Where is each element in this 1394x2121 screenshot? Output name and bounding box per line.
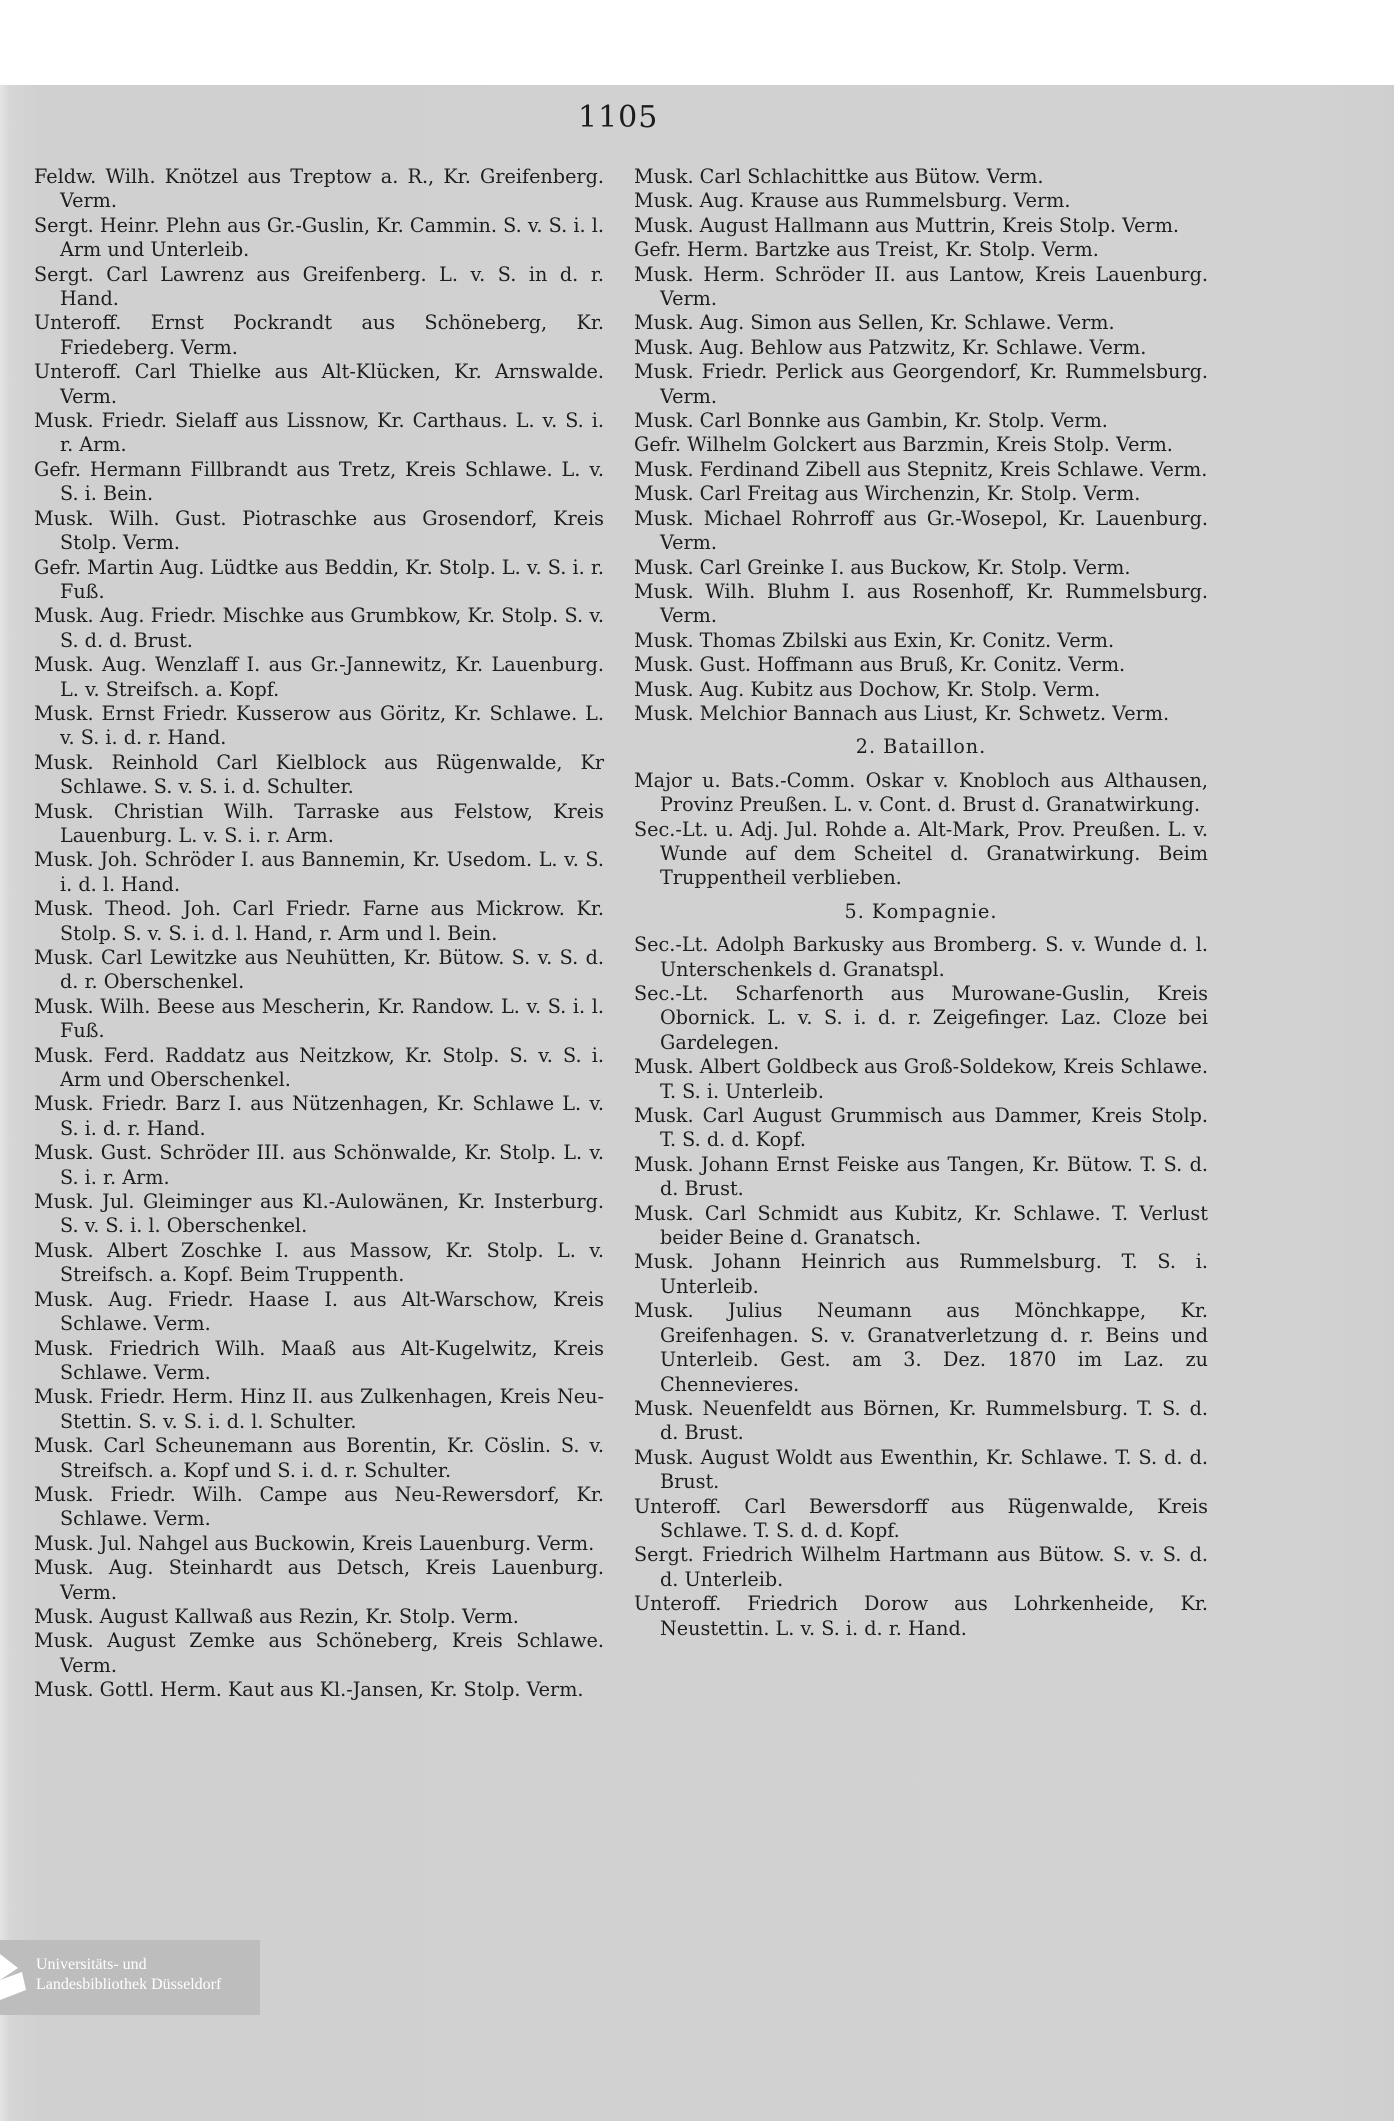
- casualty-entry: Musk. Albert Zoschke I. aus Massow, Kr. Stolp. L. v. Streifsch. a. Kopf. Beim Truppenth.: [34, 1238, 604, 1287]
- casualty-entry: Musk. Friedr. Herm. Hinz II. aus Zulkenhagen, Kreis Neu-Stettin. S. v. S. i. d. l. Schulter.: [34, 1385, 604, 1433]
- casualty-entry: Musk. Wilh. Gust. Piotraschke aus Grosendorf, Kreis Stolp. Verm.: [34, 506, 604, 555]
- casualty-entry: Musk. Friedr. Barz I. aus Nützenhagen, Kr. Schlawe L. v. S. i. d. r. Hand.: [34, 1092, 604, 1140]
- casualty-entry: Gefr. Herm. Bartzke aus Treist, Kr. Stolp. Verm.: [634, 238, 1099, 262]
- casualty-entry: Musk. Wilh. Bluhm I. aus Rosenhoff, Kr. Rummelsburg. Verm.: [634, 579, 1208, 628]
- casualty-entry: Musk. Friedr. Sielaff aus Lissnow, Kr. Carthaus. L. v. S. i. r. Arm.: [34, 409, 604, 457]
- page-top-margin: [0, 0, 1394, 85]
- casualty-entry: Sergt. Heinr. Plehn aus Gr.-Guslin, Kr. Cammin. S. v. S. i. l. Arm und Unterleib.: [34, 213, 604, 262]
- casualty-entry: Musk. Carl August Grummisch aus Dammer, Kreis Stolp. T. S. d. d. Kopf.: [634, 1104, 1208, 1152]
- casualty-entry: Musk. Neuenfeldt aus Börnen, Kr. Rummelsburg. T. S. d. d. Brust.: [634, 1396, 1208, 1445]
- casualty-entry: Sec.-Lt. Scharfenorth aus Murowane-Guslin, Kreis Obornick. L. v. S. i. d. r. Zeigefinger. Laz. Cloze bei Gardelegen.: [634, 982, 1208, 1054]
- casualty-entry: Musk. Carl Freitag aus Wirchenzin, Kr. Stolp. Verm.: [634, 482, 1141, 506]
- casualty-entry: Musk. Gottl. Herm. Kaut aus Kl.-Jansen, Kr. Stolp. Verm.: [34, 1678, 584, 1702]
- casualty-entry: Musk. Aug. Friedr. Haase I. aus Alt-Warschow, Kreis Schlawe. Verm.: [34, 1287, 604, 1336]
- casualty-entry: Musk. Herm. Schröder II. aus Lantow, Kreis Lauenburg. Verm.: [634, 262, 1208, 311]
- casualty-entry: Musk. Aug. Friedr. Mischke aus Grumbkow, Kr. Stolp. S. v. S. d. d. Brust.: [34, 604, 604, 652]
- casualty-entry: Musk. Carl Schlachittke aus Bütow. Verm.: [634, 165, 1044, 188]
- casualty-entry: Musk. Carl Greinke I. aus Buckow, Kr. Stolp. Verm.: [634, 555, 1131, 579]
- casualty-entry: Musk. Aug. Wenzlaff I. aus Gr.-Jannewitz, Kr. Lauenburg. L. v. Streifsch. a. Kopf.: [34, 653, 604, 701]
- casualty-entry: Musk. Jul. Gleiminger aus Kl.-Aulowänen, Kr. Insterburg. S. v. S. i. l. Oberschenkel.: [34, 1190, 604, 1238]
- ulb-logo-icon: [0, 1950, 30, 2002]
- casualty-entry: Musk. Carl Bonnke aus Gambin, Kr. Stolp. Verm.: [634, 409, 1108, 433]
- casualty-entry: Major u. Bats.-Comm. Oskar v. Knobloch aus Althausen, Provinz Preußen. L. v. Cont. d. Brust d. Granatwirkung.: [634, 768, 1208, 817]
- casualty-entry: Musk. Carl Lewitzke aus Neuhütten, Kr. Bütow. S. v. S. d. d. r. Oberschenkel.: [34, 946, 604, 994]
- casualty-entry: Musk. Reinhold Carl Kielblock aus Rügenwalde, Kr Schlawe. S. v. S. i. d. Schulter.: [34, 750, 604, 799]
- casualty-entry: Musk. Ernst Friedr. Kusserow aus Göritz, Kr. Schlawe. L. v. S. i. d. r. Hand.: [34, 701, 604, 750]
- casualty-entry: Musk. Gust. Schröder III. aus Schönwalde, Kr. Stolp. L. v. S. i. r. Arm.: [34, 1141, 604, 1189]
- casualty-entry: Musk. August Kallwaß aus Rezin, Kr. Stolp. Verm.: [34, 1604, 519, 1628]
- page-number: 1105: [578, 100, 659, 135]
- casualty-entry: Unteroff. Carl Bewersdorff aus Rügenwalde, Kreis Schlawe. T. S. d. d. Kopf.: [634, 1494, 1208, 1542]
- casualty-entry: Sec.-Lt. u. Adj. Jul. Rohde a. Alt-Mark, Prov. Preußen. L. v. Wunde auf dem Scheitel d. Granatwirkung. Beim Truppentheil verblieben.: [634, 817, 1208, 890]
- casualty-entry: Musk. Carl Schmidt aus Kubitz, Kr. Schlawe. T. Verlust beider Beine d. Granatsch.: [634, 1201, 1208, 1250]
- casualty-entry: Musk. Friedrich Wilh. Maaß aus Alt-Kugelwitz, Kreis Schlawe. Verm.: [34, 1336, 604, 1384]
- casualty-entry: Sergt. Carl Lawrenz aus Greifenberg. L. v. S. in d. r. Hand.: [34, 262, 604, 311]
- casualty-entry: Musk. Aug. Simon aus Sellen, Kr. Schlawe. Verm.: [634, 311, 1115, 335]
- casualty-entry: Gefr. Hermann Fillbrandt aus Tretz, Kreis Schlawe. L. v. S. i. Bein.: [34, 457, 604, 506]
- casualty-entry: Musk. Friedr. Perlick aus Georgendorf, Kr. Rummelsburg. Verm.: [634, 360, 1208, 408]
- casualty-entry: Musk. Melchior Bannach aus Liust, Kr. Schwetz. Verm.: [634, 701, 1170, 725]
- casualty-entry: Musk. Ferdinand Zibell aus Stepnitz, Kreis Schlawe. Verm.: [634, 457, 1208, 481]
- casualty-entry: Musk. Aug. Steinhardt aus Detsch, Kreis Lauenburg. Verm.: [34, 1556, 604, 1604]
- casualty-entry: Musk. Thomas Zbilski aus Exin, Kr. Conitz. Verm.: [634, 628, 1115, 652]
- casualty-entry: Musk. Aug. Kubitz aus Dochow, Kr. Stolp. Verm.: [634, 677, 1101, 701]
- library-credit-line-1: Universitäts- und: [36, 1956, 147, 1973]
- casualty-entry: Musk. Aug. Krause aus Rummelsburg. Verm.: [634, 189, 1071, 213]
- library-credit: [36, 1955, 221, 1995]
- casualty-entry: Musk. Johann Ernst Feiske aus Tangen, Kr. Bütow. T. S. d. d. Brust.: [634, 1152, 1208, 1201]
- casualty-entry: Musk. Christian Wilh. Tarraske aus Felstow, Kreis Lauenburg. L. v. S. i. r. Arm.: [34, 799, 604, 847]
- casualty-entry: Musk. Friedr. Wilh. Campe aus Neu-Rewersdorf, Kr. Schlawe. Verm.: [34, 1482, 604, 1531]
- casualty-entry: Musk. Ferd. Raddatz aus Neitzkow, Kr. Stolp. S. v. S. i. Arm und Oberschenkel.: [34, 1043, 604, 1092]
- casualty-entry: Musk. Johann Heinrich aus Rummelsburg. T. S. i. Unterleib.: [634, 1250, 1208, 1298]
- casualty-entry: Unteroff. Ernst Pockrandt aus Schöneberg, Kr. Friedeberg. Verm.: [34, 311, 604, 359]
- casualty-entry: Musk. Jul. Nahgel aus Buckowin, Kreis Lauenburg. Verm.: [34, 1531, 595, 1555]
- section-heading: 5. Kompagnie.: [844, 899, 998, 923]
- casualty-entry: Gefr. Wilhelm Golckert aus Barzmin, Kreis Stolp. Verm.: [634, 433, 1173, 457]
- casualty-entry: Musk. Aug. Behlow aus Patzwitz, Kr. Schlawe. Verm.: [634, 335, 1147, 359]
- casualty-entry: Gefr. Martin Aug. Lüdtke aus Beddin, Kr. Stolp. L. v. S. i. r. Fuß.: [34, 555, 604, 603]
- library-credit-line-2: Landesbibliothek Düsseldorf: [36, 1976, 222, 1993]
- casualty-entry: Musk. Carl Scheunemann aus Borentin, Kr. Cöslin. S. v. Streifsch. a. Kopf und S. i. d. r. Schulter.: [34, 1434, 604, 1482]
- casualty-entry: Musk. August Zemke aus Schöneberg, Kreis Schlawe. Verm.: [34, 1629, 604, 1677]
- casualty-entry: Musk. Albert Goldbeck aus Groß-Soldekow, Kreis Schlawe. T. S. i. Unterleib.: [634, 1055, 1208, 1103]
- casualty-entry: Sergt. Friedrich Wilhelm Hartmann aus Bütow. S. v. S. d. d. Unterleib.: [634, 1543, 1208, 1591]
- casualty-entry: Musk. Joh. Schröder I. aus Bannemin, Kr. Usedom. L. v. S. i. d. l. Hand.: [34, 848, 604, 896]
- casualty-entry: Musk. August Hallmann aus Muttrin, Kreis Stolp. Verm.: [634, 213, 1179, 237]
- casualty-entry: Unteroff. Friedrich Dorow aus Lohrkenheide, Kr. Neustettin. L. v. S. i. d. r. Hand.: [634, 1592, 1208, 1640]
- casualty-entry: Unteroff. Carl Thielke aus Alt-Klücken, Kr. Arnswalde. Verm.: [34, 360, 604, 408]
- casualty-entry: Musk. Julius Neumann aus Mönchkappe, Kr. Greifenhagen. S. v. Granatverletzung d. r. Beins und Unterleib. Gest. am 3. Dez. 1870 im Laz. zu Chennevieres.: [634, 1299, 1208, 1396]
- casualty-entry: Feldw. Wilh. Knötzel aus Treptow a. R., Kr. Greifenberg. Verm.: [34, 165, 604, 213]
- right-column: [634, 165, 1208, 1641]
- section-heading: 2. Bataillon.: [855, 735, 987, 759]
- casualty-entry: Musk. Gust. Hoffmann aus Bruß, Kr. Conitz. Verm.: [634, 653, 1126, 677]
- casualty-entry: Musk. Theod. Joh. Carl Friedr. Farne aus Mickrow. Kr. Stolp. S. v. S. i. d. l. Hand, r. Arm und l. Bein.: [34, 897, 604, 945]
- left-column: [34, 165, 604, 1703]
- casualty-entry: Musk. August Woldt aus Ewenthin, Kr. Schlawe. T. S. d. d. Brust.: [634, 1445, 1208, 1494]
- casualty-entry: Sec.-Lt. Adolph Barkusky aus Bromberg. S. v. Wunde d. l. Unterschenkels d. Granatspl.: [634, 933, 1208, 981]
- casualty-entry: Musk. Wilh. Beese aus Mescherin, Kr. Randow. L. v. S. i. l. Fuß.: [34, 994, 604, 1043]
- casualty-entry: Musk. Michael Rohrroff aus Gr.-Wosepol, Kr. Lauenburg. Verm.: [634, 506, 1208, 555]
